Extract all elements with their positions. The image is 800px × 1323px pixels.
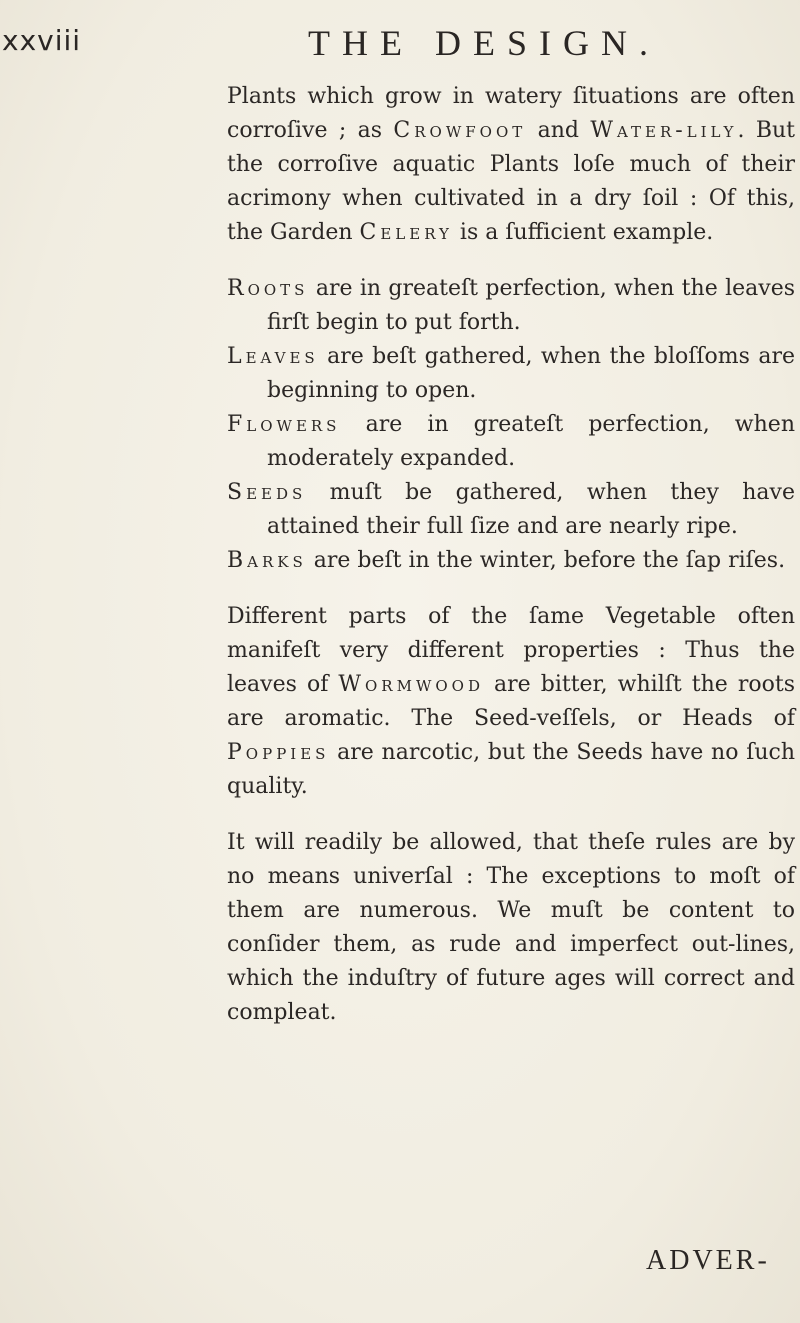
- list-item: [227, 408, 795, 476]
- paragraph-aquatic-plants: [227, 80, 795, 250]
- gathering-rules-list: [227, 272, 795, 578]
- list-term: Flowers: [227, 412, 341, 437]
- list-term: Barks: [227, 548, 307, 573]
- page-header: [0, 22, 800, 72]
- text-run: It will readily be allowed, that theſe rules are by no means univerſal : The exceptions to moſt of them are numerous. We muſt be content to conſider them, as rude and imperfect out-lines, which the induſtry of future ages will correct and compleat.: [227, 830, 795, 1025]
- paragraph-different-parts: [227, 600, 795, 804]
- list-item: [227, 272, 795, 340]
- text-run: Different parts of the ſame Vegetable often manifeſt very different properties : Thus the leaves of: [227, 604, 795, 697]
- list-term: Leaves: [227, 344, 319, 369]
- page-number: xxviii: [2, 24, 82, 57]
- list-text: muſt be gathered, when they have attained their full ſize and are nearly ripe.: [267, 480, 795, 539]
- term-celery: Celery: [359, 220, 453, 245]
- term-water-lily: Water-lily: [590, 118, 738, 143]
- list-item: [227, 476, 795, 544]
- term-crowfoot: Crowfoot: [393, 118, 527, 143]
- text-run: are bitter, whilſt the roots are aromatic. The Seed-veſſels, or Heads of: [227, 672, 795, 731]
- text-run: Plants which grow in watery ſituations are often corroſive ; as: [227, 84, 795, 143]
- list-item: [227, 544, 795, 578]
- list-item: [227, 340, 795, 408]
- text-run: . But the corroſive aquatic Plants loſe much of their acrimony when cultivated in a dry ſoil : Of this, the Garden: [227, 118, 796, 245]
- list-term: Roots: [227, 276, 309, 301]
- text-run: and: [526, 118, 591, 143]
- text-run: is a ſufficient example.: [452, 220, 714, 245]
- list-text: are beſt gathered, when the bloſſoms are beginning to open.: [267, 344, 795, 403]
- list-term: Seeds: [227, 480, 307, 505]
- list-text: are in greateſt perfection, when the leaves firſt begin to put forth.: [267, 276, 795, 335]
- list-text: are beſt in the winter, before the ſap riſes.: [306, 548, 786, 573]
- paragraph-rules-not-universal: [227, 826, 795, 1030]
- catchword: ADVER-: [646, 1245, 770, 1276]
- list-text: are in greateſt perfection, when moderately expanded.: [267, 412, 795, 471]
- term-wormwood: Wormwood: [338, 672, 484, 697]
- running-title: THE DESIGN.: [308, 23, 660, 63]
- term-poppies: Poppies: [227, 740, 330, 765]
- body-text: [227, 80, 795, 1052]
- text-run: are narcotic, but the Seeds have no ſuch quality.: [227, 740, 795, 799]
